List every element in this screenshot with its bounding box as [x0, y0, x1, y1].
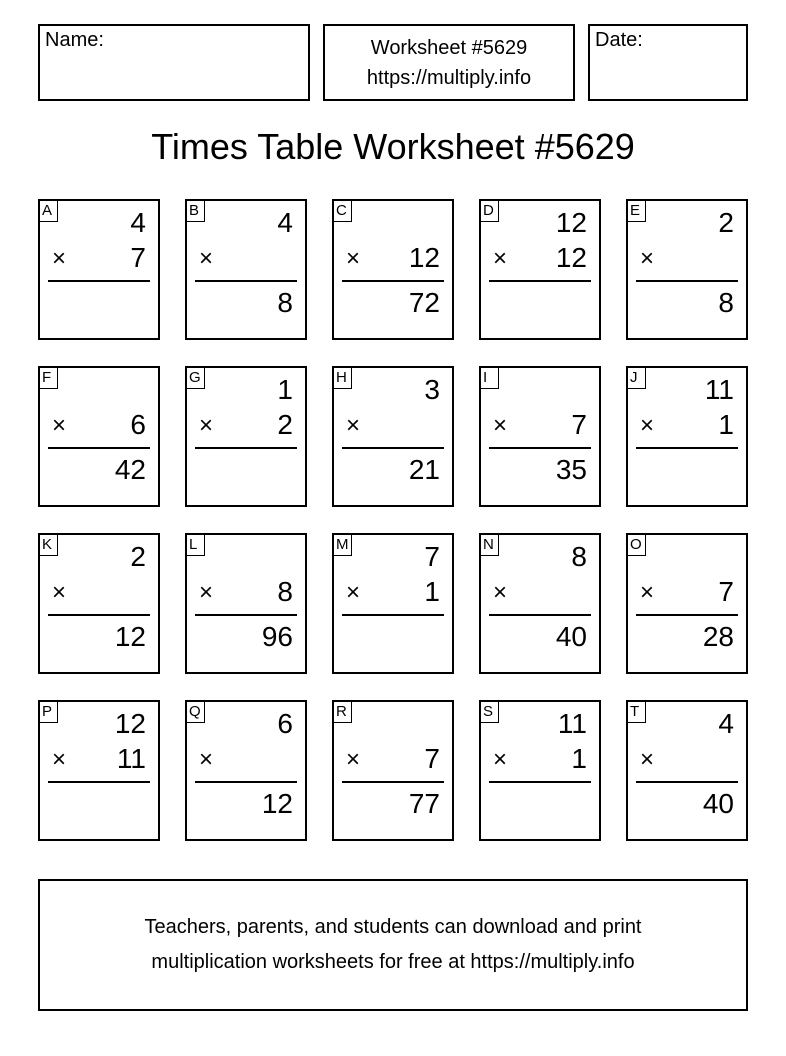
multiply-sign: × — [346, 746, 361, 773]
answer-line — [636, 280, 738, 282]
problem-letter: Q — [186, 701, 205, 723]
problem-letter: H — [333, 367, 352, 389]
multiplier: 12 — [555, 242, 587, 273]
problem-letter: M — [333, 534, 352, 556]
name-label: Name: — [45, 29, 104, 51]
problem-card-s — [479, 700, 601, 841]
problem-card-q — [185, 700, 307, 841]
problem-card-n — [479, 533, 601, 674]
footer-line-1: Teachers, parents, and students can download and print — [144, 916, 642, 938]
problem-letter: O — [627, 534, 646, 556]
multiplicand: 12 — [114, 708, 146, 739]
multiply-sign: × — [640, 245, 655, 272]
answer-line — [48, 614, 150, 616]
multiply-sign: × — [52, 412, 67, 439]
product: 35 — [555, 454, 587, 485]
multiply-sign: × — [493, 412, 508, 439]
product: 96 — [261, 621, 293, 652]
problem-letter: L — [186, 534, 205, 556]
product: 72 — [408, 287, 440, 318]
multiply-sign: × — [346, 579, 361, 606]
problem-card-d — [479, 199, 601, 340]
multiplicand: 11 — [557, 708, 587, 739]
answer-line — [48, 781, 150, 783]
product: 42 — [114, 454, 146, 485]
worksheet-id: Worksheet #5629 — [370, 36, 528, 59]
footer-line-2: multiplication worksheets for free at https://multiply.info — [151, 951, 635, 973]
problem-letter: E — [627, 200, 646, 222]
multiply-sign: × — [52, 746, 67, 773]
answer-line — [342, 447, 444, 449]
multiplier: 8 — [277, 576, 293, 607]
multiplier: 11 — [116, 743, 146, 774]
product: 12 — [114, 621, 146, 652]
problem-card-k — [38, 533, 160, 674]
problem-letter: T — [627, 701, 646, 723]
answer-line — [636, 781, 738, 783]
problem-card-e — [626, 199, 748, 340]
problem-card-a — [38, 199, 160, 340]
problem-letter: F — [39, 367, 58, 389]
footer-note — [38, 879, 748, 1011]
problem-letter: I — [480, 367, 499, 389]
date-label: Date: — [595, 29, 643, 51]
problem-letter: C — [333, 200, 352, 222]
multiplier: 1 — [424, 576, 440, 607]
product: 40 — [555, 621, 587, 652]
multiply-sign: × — [640, 746, 655, 773]
page-title: Times Table Worksheet #5629 — [151, 126, 635, 167]
problem-letter: P — [39, 701, 58, 723]
worksheet-id-box — [323, 24, 575, 101]
problem-letter: S — [480, 701, 499, 723]
multiply-sign: × — [640, 579, 655, 606]
multiplier: 7 — [130, 242, 146, 273]
multiply-sign: × — [199, 579, 214, 606]
multiplicand: 4 — [718, 708, 734, 739]
multiplicand: 3 — [424, 374, 440, 405]
answer-line — [195, 614, 297, 616]
answer-line — [48, 280, 150, 282]
problem-card-m — [332, 533, 454, 674]
product: 8 — [718, 287, 734, 318]
multiply-sign: × — [346, 245, 361, 272]
multiply-sign: × — [493, 579, 508, 606]
answer-line — [636, 614, 738, 616]
problem-letter: A — [39, 200, 58, 222]
multiplicand: 2 — [130, 541, 146, 572]
multiply-sign: × — [199, 245, 214, 272]
answer-line — [48, 447, 150, 449]
answer-line — [489, 614, 591, 616]
problem-letter: G — [186, 367, 205, 389]
multiply-sign: × — [640, 412, 655, 439]
problem-card-r — [332, 700, 454, 841]
problem-card-b — [185, 199, 307, 340]
multiplicand: 1 — [277, 374, 293, 405]
problem-card-h — [332, 366, 454, 507]
multiplicand: 12 — [555, 207, 587, 238]
problem-letter: D — [480, 200, 499, 222]
multiplier: 7 — [718, 576, 734, 607]
answer-line — [195, 447, 297, 449]
answer-line — [342, 781, 444, 783]
multiply-sign: × — [52, 579, 67, 606]
product: 12 — [261, 788, 293, 819]
product: 8 — [277, 287, 293, 318]
problem-card-i — [479, 366, 601, 507]
answer-line — [342, 614, 444, 616]
multiply-sign: × — [199, 746, 214, 773]
problem-letter: B — [186, 200, 205, 222]
problem-card-t — [626, 700, 748, 841]
multiply-sign: × — [493, 245, 508, 272]
answer-line — [636, 447, 738, 449]
date-box — [588, 24, 748, 101]
multiplier: 7 — [424, 743, 440, 774]
problem-letter: J — [627, 367, 646, 389]
multiplier: 2 — [277, 409, 293, 440]
multiplicand: 11 — [704, 374, 734, 405]
problem-card-j — [626, 366, 748, 507]
problem-letter: R — [333, 701, 352, 723]
product: 77 — [408, 788, 440, 819]
problem-card-c — [332, 199, 454, 340]
multiplicand: 6 — [277, 708, 293, 739]
multiplier: 1 — [718, 409, 734, 440]
answer-line — [195, 781, 297, 783]
multiplicand: 8 — [571, 541, 587, 572]
product: 40 — [702, 788, 734, 819]
product: 21 — [408, 454, 440, 485]
multiply-sign: × — [199, 412, 214, 439]
multiply-sign: × — [493, 746, 508, 773]
multiplier: 7 — [571, 409, 587, 440]
problem-letter: K — [39, 534, 58, 556]
answer-line — [489, 447, 591, 449]
problem-card-f — [38, 366, 160, 507]
answer-line — [489, 280, 591, 282]
multiply-sign: × — [346, 412, 361, 439]
problem-card-l — [185, 533, 307, 674]
multiply-sign: × — [52, 245, 67, 272]
answer-line — [195, 280, 297, 282]
multiplier: 1 — [571, 743, 587, 774]
answer-line — [489, 781, 591, 783]
multiplicand: 2 — [718, 207, 734, 238]
product: 28 — [702, 621, 734, 652]
problem-card-o — [626, 533, 748, 674]
name-box — [38, 24, 310, 101]
site-url: https://multiply.info — [366, 66, 532, 89]
multiplicand: 7 — [424, 541, 440, 572]
multiplicand: 4 — [130, 207, 146, 238]
multiplicand: 4 — [277, 207, 293, 238]
answer-line — [342, 280, 444, 282]
problem-card-g — [185, 366, 307, 507]
problem-card-p — [38, 700, 160, 841]
multiplier: 12 — [408, 242, 440, 273]
problem-letter: N — [480, 534, 499, 556]
multiplier: 6 — [130, 409, 146, 440]
